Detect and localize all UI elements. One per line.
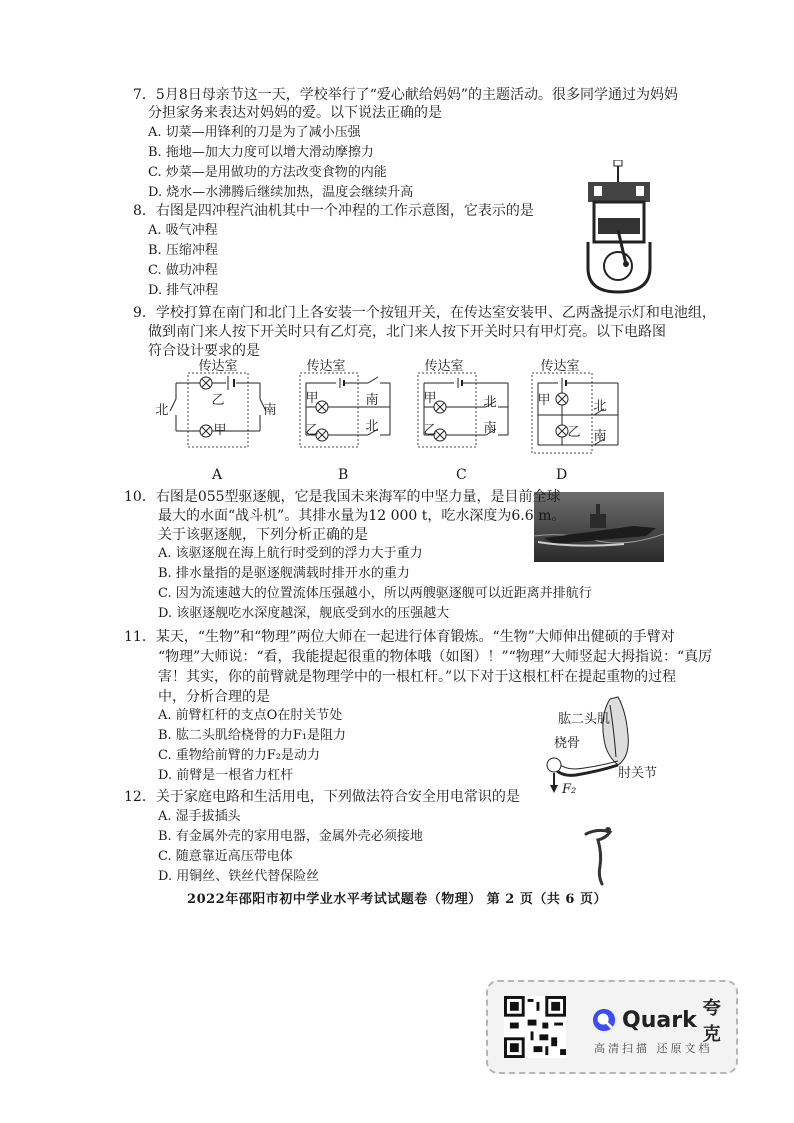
- circuit-a-room-label: 传达室: [198, 359, 238, 374]
- q12-option-a: A. 湿手拔插头: [158, 809, 241, 824]
- q10-option-a: A. 该驱逐舰在海上航行时受到的浮力大于重力: [158, 546, 423, 561]
- q11-stem-line2: “物理”大师说：“看，我能提起很重的物体哦（如图）！”“物理”大师竖起大拇指说：“真厉: [158, 649, 713, 665]
- q7-option-d: D. 烧水—水沸腾后继续加热，温度会继续升高: [148, 185, 414, 200]
- circuit-a-bei-label: 北: [155, 403, 169, 418]
- circuit-option-c: [414, 355, 514, 455]
- circuit-b-nan-label: 南: [365, 393, 379, 408]
- arm-elbow-label: 肘关节: [618, 766, 658, 781]
- engine-diagram-figure: [580, 160, 660, 295]
- arm-bone-label: 桡骨: [554, 736, 581, 751]
- circuit-b-room-label: 传达室: [306, 359, 346, 374]
- q10-option-c: C. 因为流速越大的位置流体压强越小，所以两艘驱逐舰可以近距离并排航行: [158, 586, 592, 601]
- q10-stem-line3: 关于该驱逐舰，下列分析正确的是: [158, 527, 368, 543]
- circuit-option-a: [155, 355, 277, 455]
- arm-muscle-label: 肱二头肌: [558, 712, 611, 727]
- q11-stem-line3: 害！其实，你的前臂就是物理学中的一根杠杆。”以下对于这根杠杆在提起重物的过程: [158, 669, 677, 685]
- q7-stem-line2: 分担家务来表达对妈妈的爱。以下说法正确的是: [148, 105, 442, 121]
- q11-option-c: C. 重物给前臂的力F₂是动力: [158, 748, 320, 763]
- circuit-c-bei-label: 北: [483, 395, 497, 410]
- q7-option-a: A. 切菜—用锋利的刀是为了减小压强: [148, 125, 361, 140]
- circuit-c-nan-label: 南: [483, 421, 497, 436]
- circuit-a-nan-label: 南: [263, 403, 277, 418]
- circuit-b-jia-label: 甲: [305, 391, 319, 406]
- circuit-d-yi-label: 乙: [567, 425, 581, 440]
- q9-stem-line2: 做到南门来人按下开关时只有乙灯亮，北门来人按下开关时只有甲灯亮。以下电路图: [148, 324, 666, 340]
- circuit-d-bei-label: 北: [593, 399, 607, 414]
- circuit-d-caption: D: [556, 467, 568, 483]
- q12-option-c: C. 随意靠近高压带电体: [158, 849, 293, 864]
- q8-option-d: D. 排气冲程: [148, 283, 219, 298]
- circuit-a-jia-label: 甲: [213, 423, 227, 438]
- quark-logo-icon: [592, 1007, 616, 1033]
- circuit-c-caption: C: [456, 467, 467, 483]
- q8-option-c: C. 做功冲程: [148, 263, 218, 278]
- circuit-c-yi-label: 乙: [423, 423, 437, 438]
- q7-option-c: C. 炒菜—是用做功的方法改变食物的内能: [148, 165, 387, 180]
- qr-code-icon[interactable]: [504, 996, 566, 1058]
- ink-smudge-mark: [580, 820, 620, 890]
- q10-option-d: D. 该驱逐舰吃水深度越深，舰底受到水的压强越大: [158, 606, 450, 621]
- q7-option-b: B. 拖地—加大力度可以增大滑动摩擦力: [148, 145, 374, 160]
- circuit-option-d: [528, 355, 628, 459]
- q12-stem: 12．关于家庭电路和生活用电，下列做法符合安全用电常识的是: [124, 789, 520, 805]
- q7-stem-line1: 7．5月8日母亲节这一天，学校举行了“爱心献给妈妈”的主题活动。很多同学通过为妈妈: [133, 87, 679, 103]
- circuit-option-b: [296, 355, 396, 455]
- q9-stem-line3: 符合设计要求的是: [148, 343, 260, 359]
- q11-option-d: D. 前臂是一根省力杠杆: [158, 768, 294, 783]
- quark-subtitle: 高清扫描 还原文档: [594, 1042, 713, 1055]
- quark-brand-cn: 夸克: [702, 998, 721, 1045]
- circuit-d-room-label: 传达室: [540, 359, 580, 374]
- q11-option-b: B. 肱二头肌给桡骨的力F₁是阻力: [158, 728, 347, 743]
- q12-option-b: B. 有金属外壳的家用电器，金属外壳必须接地: [158, 829, 423, 844]
- circuit-d-jia-label: 甲: [537, 393, 551, 408]
- page-footer: 2022年邵阳市初中学业水平考试试题卷（物理） 第 2 页（共 6 页）: [187, 892, 607, 907]
- q8-stem: 8．右图是四冲程汽油机其中一个冲程的工作示意图，它表示的是: [133, 203, 534, 219]
- q12-option-d: D. 用铜丝、铁丝代替保险丝: [158, 869, 320, 884]
- q11-stem-line1: 11．某天，“生物”和“物理”两位大师在一起进行体育锻炼。“生物”大师伸出健硕的手臂对: [124, 629, 675, 645]
- circuit-c-room-label: 传达室: [424, 359, 464, 374]
- q11-option-a: A. 前臂杠杆的支点O在肘关节处: [158, 708, 343, 723]
- q9-stem-line1: 9．学校打算在南门和北门上各安装一个按钮开关，在传达室安装甲、乙两盏提示灯和电池组，: [133, 305, 716, 321]
- q8-option-b: B. 压缩冲程: [148, 243, 218, 258]
- circuit-a-yi-label: 乙: [211, 393, 225, 408]
- quark-scan-card[interactable]: [486, 980, 738, 1074]
- q10-stem-line1: 10．右图是055型驱逐舰，它是我国未来海军的中坚力量，是目前全球: [124, 489, 561, 505]
- quark-brand-text: Quark: [622, 1007, 697, 1033]
- q10-option-b: B. 排水量指的是驱逐舰满载时排开水的重力: [158, 566, 410, 581]
- q11-stem-line4: 中，分析合理的是: [158, 689, 270, 705]
- arm-lever-figure: [540, 695, 670, 795]
- circuit-a-caption: A: [212, 467, 223, 483]
- quark-logo: [592, 998, 736, 1045]
- q8-option-a: A. 吸气冲程: [148, 223, 218, 238]
- circuit-b-yi-label: 乙: [305, 423, 319, 438]
- arm-f2-label: F₂: [562, 782, 577, 797]
- circuit-b-bei-label: 北: [365, 419, 379, 434]
- circuit-b-caption: B: [338, 467, 349, 483]
- q10-stem-line2: 最大的水面“战斗机”。其排水量为12 000 t，吃水深度为6.6 m。: [158, 508, 566, 524]
- circuit-d-nan-label: 南: [593, 429, 607, 444]
- circuit-c-jia-label: 甲: [423, 391, 437, 406]
